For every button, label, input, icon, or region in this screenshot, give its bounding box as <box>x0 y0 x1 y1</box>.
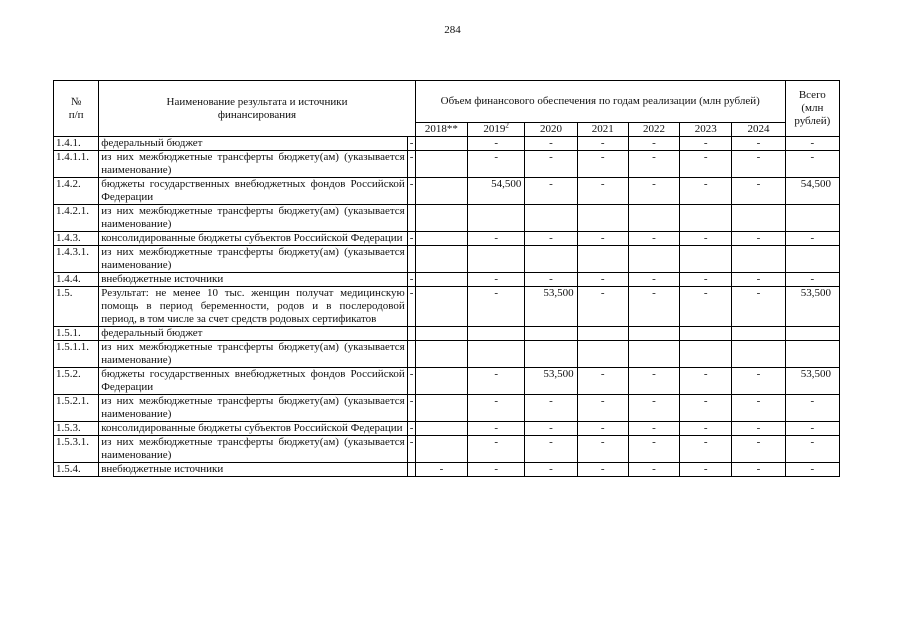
year-value <box>628 327 679 341</box>
year-value: - <box>525 422 577 436</box>
year-value <box>468 327 525 341</box>
row-flag: - <box>407 368 415 395</box>
year-value: - <box>680 287 732 327</box>
year-value <box>525 327 577 341</box>
table-row <box>54 422 840 436</box>
table-row <box>54 463 840 477</box>
row-name: федеральный бюджет <box>99 137 408 151</box>
row-number: 1.4.1.1. <box>54 151 99 178</box>
year-value: - <box>680 436 732 463</box>
total-value: - <box>785 395 839 422</box>
row-number: 1.5.2. <box>54 368 99 395</box>
total-value: 53,500 <box>785 368 839 395</box>
header-total: Всего (млн рублей) <box>785 81 839 137</box>
year-value: - <box>732 395 785 422</box>
row-flag <box>407 327 415 341</box>
row-number: 1.4.3.1. <box>54 246 99 273</box>
row-flag: - <box>407 137 415 151</box>
row-number: 1.4.2. <box>54 178 99 205</box>
year-value: - <box>732 436 785 463</box>
total-value: - <box>785 273 839 287</box>
header-funding: Объем финансового обеспечения по годам реализации (млн рублей) <box>415 81 785 123</box>
year-value: - <box>468 232 525 246</box>
year-value <box>415 368 467 395</box>
year-value <box>732 341 785 368</box>
year-value: - <box>628 232 679 246</box>
year-value: - <box>732 463 785 477</box>
year-value <box>628 246 679 273</box>
row-name: из них межбюджетные трансферты бюджету(ам) (указывается наименование) <box>99 341 408 368</box>
row-number: 1.5.4. <box>54 463 99 477</box>
header-num: № п/п <box>54 81 99 137</box>
year-value: - <box>577 436 628 463</box>
year-value: 53,500 <box>525 287 577 327</box>
year-value <box>415 341 467 368</box>
year-value: - <box>468 273 525 287</box>
row-number: 1.4.4. <box>54 273 99 287</box>
year-value <box>468 246 525 273</box>
year-value: - <box>732 422 785 436</box>
table-row <box>54 178 840 205</box>
year-value <box>468 205 525 232</box>
header-name: Наименование результата и источники финансирования <box>99 81 416 137</box>
row-name: внебюджетные источники <box>99 463 408 477</box>
year-value: - <box>468 151 525 178</box>
year-value <box>415 287 467 327</box>
year-value <box>628 205 679 232</box>
year-value: - <box>680 368 732 395</box>
year-value: - <box>628 463 679 477</box>
row-number: 1.4.2.1. <box>54 205 99 232</box>
year-value <box>577 246 628 273</box>
row-flag <box>407 246 415 273</box>
year-value: - <box>468 287 525 327</box>
total-value: 54,500 <box>785 178 839 205</box>
year-value: - <box>577 137 628 151</box>
year-value: - <box>732 232 785 246</box>
year-value: - <box>628 436 679 463</box>
table-row <box>54 341 840 368</box>
row-name: федеральный бюджет <box>99 327 408 341</box>
year-value: - <box>468 395 525 422</box>
total-value: - <box>785 436 839 463</box>
year-value <box>680 205 732 232</box>
year-header: 2019$^2$ <box>468 123 525 137</box>
year-value: - <box>525 273 577 287</box>
year-value: - <box>577 151 628 178</box>
year-value <box>732 327 785 341</box>
year-value: - <box>732 287 785 327</box>
row-name: Результат: не менее 10 тыс. женщин получат медицинскую помощь в период беременности, родов и в послеродовой период, в том числе за счет средств родовых сертификатов <box>99 287 408 327</box>
page-number: 284 <box>444 24 461 36</box>
row-name: бюджеты государственных внебюджетных фондов Российской Федерации <box>99 178 408 205</box>
year-value: - <box>577 422 628 436</box>
row-number: 1.5.1. <box>54 327 99 341</box>
year-value: - <box>525 232 577 246</box>
total-value <box>785 246 839 273</box>
table-row <box>54 137 840 151</box>
year-value: - <box>577 368 628 395</box>
year-value: - <box>577 232 628 246</box>
total-value: - <box>785 151 839 178</box>
year-value <box>577 341 628 368</box>
year-value <box>468 341 525 368</box>
year-header: 2022 <box>628 123 679 137</box>
year-value <box>680 246 732 273</box>
year-value <box>577 205 628 232</box>
year-header: 2023 <box>680 123 732 137</box>
row-number: 1.5.1.1. <box>54 341 99 368</box>
row-flag: - <box>407 232 415 246</box>
table-row <box>54 436 840 463</box>
year-header: 2018** <box>415 123 467 137</box>
year-value: - <box>628 273 679 287</box>
year-value: - <box>732 151 785 178</box>
row-name: бюджеты государственных внебюджетных фондов Российской Федерации <box>99 368 408 395</box>
year-value: - <box>468 436 525 463</box>
year-value: - <box>525 137 577 151</box>
year-value: - <box>680 273 732 287</box>
year-value: - <box>732 273 785 287</box>
year-value: - <box>680 178 732 205</box>
year-value: - <box>577 395 628 422</box>
year-value: - <box>525 436 577 463</box>
year-value: - <box>628 178 679 205</box>
year-value <box>415 395 467 422</box>
year-value: - <box>732 368 785 395</box>
table-row <box>54 151 840 178</box>
row-name: из них межбюджетные трансферты бюджету(ам) (указывается наименование) <box>99 205 408 232</box>
year-value <box>415 205 467 232</box>
total-value: - <box>785 137 839 151</box>
year-value: - <box>628 422 679 436</box>
row-number: 1.4.1. <box>54 137 99 151</box>
year-value: - <box>415 463 467 477</box>
year-value <box>415 422 467 436</box>
year-value: - <box>468 463 525 477</box>
row-name: из них межбюджетные трансферты бюджету(ам) (указывается наименование) <box>99 246 408 273</box>
financing-table <box>53 80 840 477</box>
row-number: 1.5.3. <box>54 422 99 436</box>
year-header: 2024 <box>732 123 785 137</box>
year-value: - <box>577 287 628 327</box>
row-name: из них межбюджетные трансферты бюджету(ам) (указывается наименование) <box>99 395 408 422</box>
year-value <box>525 246 577 273</box>
table-row <box>54 287 840 327</box>
year-value: - <box>468 368 525 395</box>
year-value: - <box>732 137 785 151</box>
row-flag <box>407 341 415 368</box>
year-value <box>680 327 732 341</box>
row-flag <box>407 205 415 232</box>
row-flag: - <box>407 273 415 287</box>
total-value: - <box>785 232 839 246</box>
table-row <box>54 395 840 422</box>
year-value <box>732 246 785 273</box>
year-value <box>415 151 467 178</box>
table-row <box>54 246 840 273</box>
year-value: - <box>525 395 577 422</box>
year-value <box>732 205 785 232</box>
table-row <box>54 327 840 341</box>
year-value: - <box>680 232 732 246</box>
year-value <box>415 232 467 246</box>
row-flag: - <box>407 422 415 436</box>
year-value: - <box>680 151 732 178</box>
year-value: - <box>577 178 628 205</box>
year-value: - <box>525 463 577 477</box>
year-value: - <box>628 137 679 151</box>
row-name: консолидированные бюджеты субъектов Российской Федерации <box>99 422 408 436</box>
row-flag: - <box>407 436 415 463</box>
year-value <box>415 246 467 273</box>
year-value: - <box>732 178 785 205</box>
year-value: - <box>680 463 732 477</box>
row-number: 1.5.2.1. <box>54 395 99 422</box>
row-flag <box>407 463 415 477</box>
table-row <box>54 273 840 287</box>
year-header: 2020 <box>525 123 577 137</box>
year-value: - <box>525 151 577 178</box>
year-value: - <box>577 273 628 287</box>
row-flag: - <box>407 395 415 422</box>
row-flag: - <box>407 287 415 327</box>
year-value: 53,500 <box>525 368 577 395</box>
row-flag: - <box>407 178 415 205</box>
year-value: - <box>628 395 679 422</box>
total-value: - <box>785 422 839 436</box>
row-number: 1.5. <box>54 287 99 327</box>
year-value: 54,500 <box>468 178 525 205</box>
year-value: - <box>680 422 732 436</box>
year-value: - <box>628 287 679 327</box>
row-number: 1.5.3.1. <box>54 436 99 463</box>
total-value <box>785 205 839 232</box>
year-value <box>415 327 467 341</box>
year-value <box>525 205 577 232</box>
row-name: из них межбюджетные трансферты бюджету(ам) (указывается наименование) <box>99 436 408 463</box>
year-value: - <box>525 178 577 205</box>
year-value <box>415 178 467 205</box>
year-value: - <box>577 463 628 477</box>
year-value <box>415 273 467 287</box>
year-value <box>577 327 628 341</box>
row-number: 1.4.3. <box>54 232 99 246</box>
year-value <box>415 137 467 151</box>
year-value: - <box>468 422 525 436</box>
total-value: 53,500 <box>785 287 839 327</box>
year-value: - <box>628 151 679 178</box>
table-row <box>54 232 840 246</box>
year-value: - <box>468 137 525 151</box>
year-value: - <box>680 137 732 151</box>
year-value <box>415 436 467 463</box>
table-row <box>54 205 840 232</box>
year-value <box>628 341 679 368</box>
row-flag: - <box>407 151 415 178</box>
year-value <box>525 341 577 368</box>
row-name: консолидированные бюджеты субъектов Российской Федерации <box>99 232 408 246</box>
year-value: - <box>680 395 732 422</box>
row-name: внебюджетные источники <box>99 273 408 287</box>
table-row <box>54 368 840 395</box>
row-name: из них межбюджетные трансферты бюджету(ам) (указывается наименование) <box>99 151 408 178</box>
year-value <box>680 341 732 368</box>
year-header: 2021 <box>577 123 628 137</box>
total-value <box>785 341 839 368</box>
total-value <box>785 327 839 341</box>
year-value: - <box>628 368 679 395</box>
total-value: - <box>785 463 839 477</box>
